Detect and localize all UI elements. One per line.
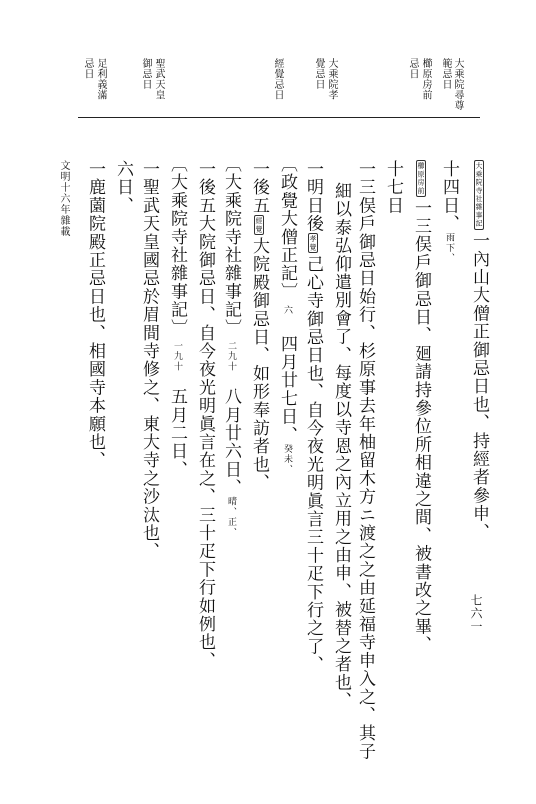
line-1: [470, 160, 487, 541]
line-7-annotation: 孝覺: [309, 234, 317, 252]
header-note-a-line1: 大乘院尋尊: [452, 58, 463, 111]
line-9-annotation: 經覺: [255, 216, 263, 234]
header-note-b-line1: 櫛原房前: [420, 58, 431, 100]
line-10-bracket-open: 〔: [221, 155, 241, 174]
line-9-text-b: 大院殿御忌日、如形奉訪者也、: [249, 237, 269, 492]
header-note-b: [420, 58, 430, 100]
line-7-text-a: 一明日後: [303, 160, 323, 233]
running-title: [58, 160, 68, 237]
line-8-bracket-close: 〕: [277, 282, 297, 301]
line-8-title: 政覺大僧正記: [277, 173, 297, 283]
header-note-d-line1: 經覺忌日: [272, 58, 283, 100]
header-note-f-line2: 忌日: [82, 58, 93, 79]
header-note-f: [95, 58, 105, 100]
header-note-e-line1: 聖武天皇: [153, 58, 164, 100]
line-2-text: 十四日、: [439, 160, 459, 233]
line-3-text: 一三俣戶御忌日、廻請持參位所相違之間、被書改之畢、: [411, 198, 431, 654]
header-note-c: [326, 58, 336, 100]
line-12-number: 一九十: [172, 341, 182, 372]
line-12-date: 五月二日、: [167, 387, 187, 479]
header-note-c-line2: 覺忌日: [313, 58, 324, 90]
page-number-text: 七六一: [469, 594, 483, 633]
line-3: [412, 160, 429, 654]
line-10-number: 二九十: [226, 341, 236, 372]
line-10: [222, 155, 239, 538]
line-12-title: 大乘院寺社雜事記: [167, 173, 187, 319]
line-15: [86, 160, 103, 469]
line-5: [356, 160, 373, 761]
page-number: [470, 594, 482, 633]
header-note-f2: [82, 58, 92, 79]
line-13: [140, 160, 157, 560]
line-6-text: 細以泰弘仰遣別會了、每度以寺恩之內立用之由申、被替之者也、: [331, 182, 351, 710]
line-10-small: 晴、正、: [226, 496, 236, 538]
line-12-bracket-close: 〕: [167, 318, 187, 338]
line-8-number: 六: [282, 304, 292, 315]
header-note-a-line2: 範忌日: [440, 58, 451, 90]
line-10-bracket-close: 〕: [221, 318, 241, 338]
header-note-d: [272, 58, 282, 100]
header-note-b-line2: 忌日: [407, 58, 418, 79]
header-note-c-line1: 大乘院孝: [326, 58, 337, 100]
line-4-text: 十七日: [383, 160, 403, 215]
header-note-e: [153, 58, 163, 100]
line-1-annotation: 大乘院寺社雜事記: [475, 162, 483, 228]
line-14-text: 六日、: [113, 160, 133, 215]
line-8-date: 四月廿七日、: [277, 334, 297, 445]
line-11: [196, 160, 213, 670]
header-rule: [78, 117, 480, 118]
line-10-date: 八月廿六日、: [221, 387, 241, 497]
line-8-small: 癸未、: [282, 444, 292, 475]
line-12: [168, 155, 185, 479]
header-note-a: [452, 58, 462, 111]
line-11-text: 一後五大院御忌日、自今夜光明眞言在之、三十疋下行如例也、: [195, 160, 215, 670]
line-13-text: 一聖武天皇國忌於眉間寺修之、東大寺之沙汰也、: [139, 160, 159, 561]
header-note-e-line2: 御忌日: [140, 58, 151, 90]
line-7-text-b: 己心寺御忌日也、自今夜光明眞言三十疋下行之了、: [303, 255, 323, 674]
running-title-text: 文明十六年雜載: [58, 160, 69, 237]
line-5-text: 一三俣戶御忌日始行、杉原事去年柚留木方ニ渡之之由延福寺申入之、其子: [355, 160, 375, 761]
header-note-f-line1: 足利義滿: [95, 58, 106, 100]
line-12-bracket-open: 〔: [167, 155, 187, 174]
line-8-bracket-open: 〔: [277, 155, 297, 174]
line-3-annotation: 櫛原房前: [417, 162, 425, 195]
line-9-text-a: 一後五: [249, 160, 269, 215]
line-14: [114, 160, 131, 215]
line-7: [304, 160, 321, 674]
line-2-small: 雨下、: [444, 232, 454, 264]
line-8: [278, 155, 295, 475]
header-note-a2: [440, 58, 450, 90]
line-15-text: 一鹿薗院殿正忌日也、相國寺本願也、: [85, 160, 105, 470]
line-10-title: 大乘院寺社雜事記: [221, 173, 241, 319]
line-4: [384, 160, 401, 215]
line-6: [332, 182, 349, 710]
header-note-c2: [313, 58, 323, 90]
line-2: [440, 160, 457, 263]
header-note-b2: [407, 58, 417, 79]
line-9: [250, 160, 267, 492]
line-1-text: 一內山大僧正御忌日也、持經者參申、: [469, 231, 489, 542]
header-note-e2: [140, 58, 150, 90]
